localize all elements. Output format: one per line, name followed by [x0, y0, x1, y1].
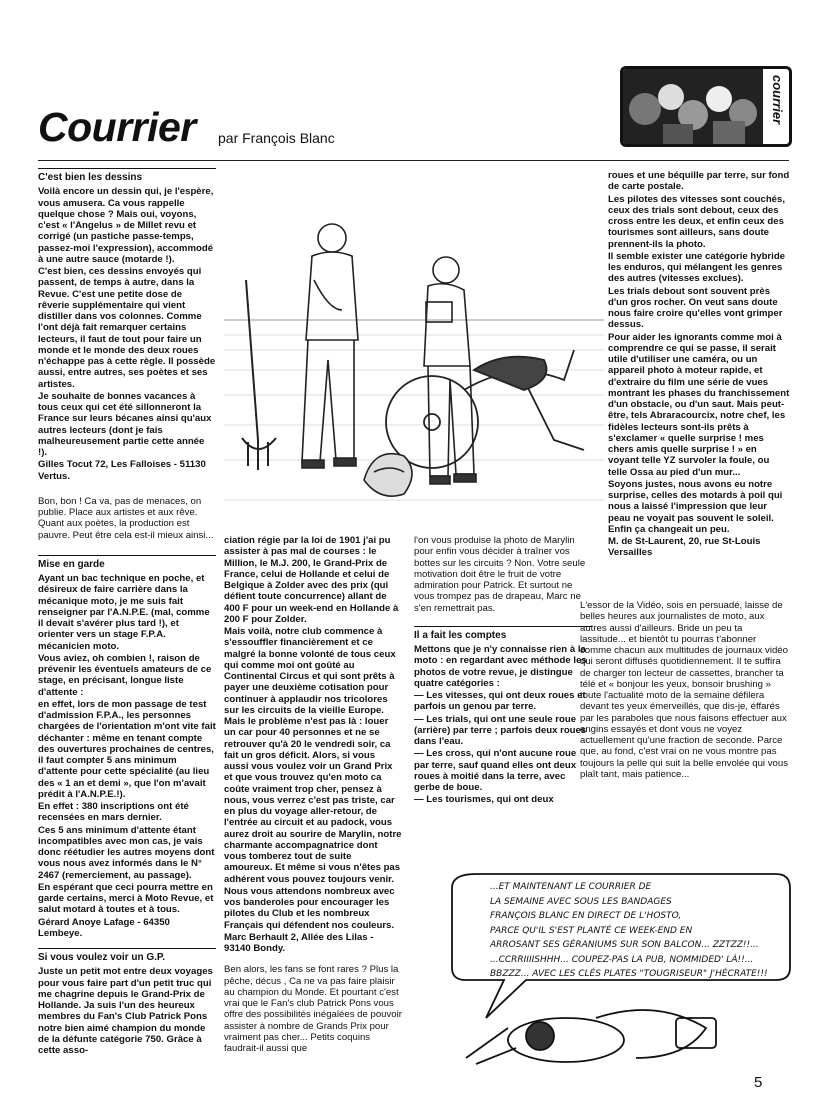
paragraph: Je souhaite de bonnes vacances à tous ceux qui cet été sillonneront la France sur leurs bécanes ainsi qu'aux autres lecteurs (dont je fais malheureusement partie cette année !).: [38, 390, 212, 458]
paragraph: En effet : 380 inscriptions ont été recensées en mars dernier.: [38, 801, 189, 824]
paragraph: C'est bien, ces dessins envoyés qui passent, de temps à autre, dans la Revue. C'est une petite dose de rêverie supplémentaire qui vient distiller dans vos colonnes. Comme l'ont déjà fait remarquer certains lecteurs, il faut de tout pour faire un monde et le monde des deux roues n'échappe pas à cette règle. Il possède aussi, entre autres, ses poètes et ses artistes.: [38, 266, 216, 390]
paragraph: Pour aider les ignorants comme moi à comprendre ce qui se passe, il serait utile d'utiliser une caméra, ou un appareil photo à moteur rapide, et d'extraire du film une série de vues montrant les phases du franchissement d'un obstacle, ou d'un saut. Mais peut-être, tels Abraracourcix, notre chef, les fidèles lecteurs sont-ils prêts à s'exclamer « quelle surprise ! mes chers amis quelle surprise ! » en voyant telle YZ survoler la foule, ou telle Ossa au pied d'un mur...: [608, 331, 790, 478]
bikers-illustration: [224, 210, 604, 530]
signature: Marc Berhault 2, Allée des Lilas - 93140 Bondy.: [224, 931, 374, 954]
paragraph: Nous vous attendons nombreux avec vos banderoles pour encourager les pilotes du Club et les nombreux Français qui défendent nos couleurs.: [224, 885, 395, 931]
heading-il-a-fait-les-comptes: Il a fait les comptes: [414, 626, 592, 641]
logo-photo-icon: [623, 69, 789, 144]
cartoon-line: ...CCRRIIIISHHH... COUPEZ-PAS LA PUB, NOMMIDED' LÀ!!...: [490, 954, 754, 965]
header-rule: [38, 160, 789, 161]
column-1: [38, 168, 216, 1057]
column-2: [224, 535, 402, 1055]
paragraph: Ayant un bac technique en poche, et désireux de faire carrière dans la mécanique moto, je me suis fait renseigner par l'A.N.P.E. (mal, comme il devait s'avérer plus tard !), et orienter vers un stage F.P.A. mécanicien moto.: [38, 573, 210, 652]
logo-word: courrier: [770, 75, 785, 125]
cartoon-line: FRANÇOIS BLANC EN DIRECT DE L'HOSTO,: [490, 911, 682, 921]
paragraph: en effet, lors de mon passage de test d'admission F.P.A., les personnes chargées de l'orientation m'ont vite fait déchanter : même en tenant compte des ouvertures prochaines de centres, il faut compter 5 ans minimum d'attente pour cette spécialité (au lieu des « 1 an et demi », que l'on m'avait prédit à l'A.N.P.E.!).: [38, 698, 216, 800]
paragraph: roues et une béquille par terre, sur fond de carte postale.: [608, 170, 790, 193]
paragraph: Vous aviez, oh combien !, raison de prévenir les éventuels amateurs de ce stage, en précisant, longue liste d'attente :: [38, 652, 212, 698]
paragraph: ciation régie par la loi de 1901 j'ai pu assister à pas mal de courses : le Million, le M.J. 200, le Grand-Prix de France, celui de Hollande et celui de Belgique à Zolder avec des prix (qui défient toute concurrence) allant de 400 F pour un week-end en Hollande à 200 F pour Zolder.: [224, 535, 399, 625]
paragraph: — Les cross, qui n'ont aucune roue par terre, sauf quand elles ont deux roues à moitié dans la terre, avec gerbe de boue.: [414, 748, 577, 793]
cartoon-line: ...ET MAINTENANT LE COURRIER DE: [490, 882, 652, 892]
column-4-reply: [580, 600, 790, 781]
column-logo: [620, 66, 792, 147]
paragraph: Les trials debout sont souvent près d'un gros rocher. On veut sans doute nous faire croire qu'elles vont grimper dessus.: [608, 285, 783, 331]
paragraph: — Les tourismes, qui ont deux: [414, 794, 554, 806]
paragraph: — Les vitesses, qui ont deux roues et parfois un genou par terre.: [414, 690, 586, 713]
column-3: [414, 535, 592, 807]
column-4: [608, 170, 790, 560]
signature: Gérard Anoye Lafage - 64350 Lembeye.: [38, 916, 170, 939]
signature: M. de St-Laurent, 20, rue St-Louis Versailles: [608, 536, 761, 559]
cartoon-line: ARROSANT SES GÉRANIUMS SUR SON BALCON... ZZTZZ!!...: [490, 940, 759, 950]
millet-angelus-pastiche-icon: [224, 210, 604, 530]
paragraph: Voilà encore un dessin qui, je l'espère, vous amusera. Ca vous rappelle quelque chose ? Mais oui, voyons, c'est « l'Angelus » de Millet revu et corrigé (un pastiche passe-temps, passez-moi l'expression), accommodé à une autre sauce (motarde !).: [38, 186, 214, 265]
cartoon-illustration: [446, 868, 792, 1068]
cartoon-line: PARCE QU'IL S'EST PLANTÉ CE WEEK-END EN: [490, 925, 693, 936]
paragraph: Il semble exister une catégorie hybride les enduros, qui mélangent les genres des autres (vitesses exclues).: [608, 250, 786, 285]
paragraph: Juste un petit mot entre deux voyages pour vous faire part d'un petit truc qui me chagrine depuis le Grand-Prix de Hollande. Ja suis l'un des heureux membres du Fan's Club Patrick Pons notre bien aimé champion du monde de la défunte catégorie 750. Grâce à cette asso-: [38, 966, 213, 1056]
cartoon-line: BBZZZ... AVEC LES CLÉS PLATES "TOUGRISEUR" J'HÉCRATE!!!: [490, 969, 768, 979]
page-title: Courrier: [38, 104, 196, 150]
paragraph: Ces 5 ans minimum d'attente étant incompatibles avec mon cas, je vais donc réétudier les autres moyens dont vous nous avez informés dans le N° 2467 (remerciement, au passage).: [38, 824, 215, 881]
editor-reply: L'essor de la Vidéo, sois en persuadé, laisse de belles heures aux journalistes de moto, aux autres aussi d'ailleurs. Bride un peu ta lassitude... et bientôt tu pourras t'abonner comme chacun aux multitudes de journaux vidéo qui seront diffusés quotidiennement. Il te suffira de charger ton lecteur de cassettes, brancher ta télé et « bonjour les yeux, bonsoir brushing » toute l'actualité moto de la semaine défilera devant tes yeux émerveillés, que dis-je, éffarés par les paraboles que nous faisons effectuer aux engins essayés et dont vous ne voyez actuellement qu'une fraction de seconde. Parce que, au fond, c'est vrai on ne vous montre pas toujours la pelle qui suit la belle envolée qui vous plaît tant, mais patience...: [580, 600, 788, 780]
editor-reply: Ben alors, les fans se font rares ? Plus la pêche, décus , Ca ne va pas faire plaisir au champion du Monde. Et pourtant c'est vrai que le Fan's club Patrick Pons vous offre des possibilités inégalées de pouvoir assister à nombre de Grands Prix pour vraiment pas cher... Petits coquins faudrait-il aussi que: [224, 964, 402, 1054]
editor-reply: l'on vous produise la photo de Marylin pour enfin vous décider à traîner vos bottes sur les circuits ? Non. Votre seule motivation doit être le fruit de votre admiration pour Patrick. Et surtout ne vous trompez pas de drapeau, Marc ne s'en remettrait pas.: [414, 535, 586, 614]
paragraph: En espérant que ceci pourra mettre en garde certains, merci à Moto Revue, et salut motard à toutes et à tous.: [38, 881, 214, 916]
paragraph: Soyons justes, nous avons eu notre surprise, celles des motards à poil qui nous a laissé l'impression que leur peau ne voyait pas souvent le soleil. Enfin ça changeait un peu.: [608, 478, 783, 535]
signature: Gilles Tocut 72, Les Falloises - 51130 Vertus.: [38, 459, 206, 482]
paragraph: Mettons que je n'y connaisse rien à la moto : en regardant avec méthode les photos de votre revue, je distingue quatre catégories :: [414, 644, 587, 689]
cartoon-line: LA SEMAINE AVEC SOUS LES BANDAGES: [490, 896, 672, 907]
heading-si-vous-voulez-voir-un-gp: Si vous voulez voir un G.P.: [38, 948, 216, 963]
byline: par François Blanc: [218, 130, 335, 146]
paragraph: Mais voilà, notre club commence à s'essouffler financièrement et ce malgré la bonne volonté de tous ceux qui comme moi ont goûté au Continental Circus et qui sont prêts à payer une deuxième cotisation pour continuer à applaudir nos tricolores sur les circuits de la vieille Europe. Mais le problème n'est pas là : louer un car pour 40 personnes et ne se retrouver qu'à 20 le vendredi soir, ca fait un gros déficit. Alors, si vous aussi vous voulez voir un Grand Prix et que vous trouvez qu'en moto ca coûte vraiment trop cher, pensez à nous, vous verrez c'est pas triste, car en plus du voyage aller-retour, de l'entrée au circuit et au padock, vous aurez droit au sourire de Marylin, notre charmante accompagnatrice dont vous tomberez tout de suite amoureux. Et même si vous n'êtes pas adhérent vous pouvez toujours venir.: [224, 626, 402, 885]
editor-reply: Bon, bon ! Ca va, pas de menaces, on publie. Place aux artistes et aux rêve. Quant aux poètes, la production est pauvre. Peut être cela est-il mieux ainsi...: [38, 495, 214, 541]
paragraph: — Les trials, qui ont une seule roue (arrière) par terre ; parfois deux roues dans l'eau.: [414, 713, 587, 747]
heading-mise-en-garde: Mise en garde: [38, 555, 216, 570]
page-number: 5: [754, 1074, 763, 1091]
heading-cest-bien-les-dessins: C'est bien les dessins: [38, 168, 216, 183]
paragraph: Les pilotes des vitesses sont couchés, ceux des trials sont debout, ceux des cross entre les deux, et enfin ceux des tourismes sont ailleurs, sans doute prennent-ils la photo.: [608, 193, 786, 250]
